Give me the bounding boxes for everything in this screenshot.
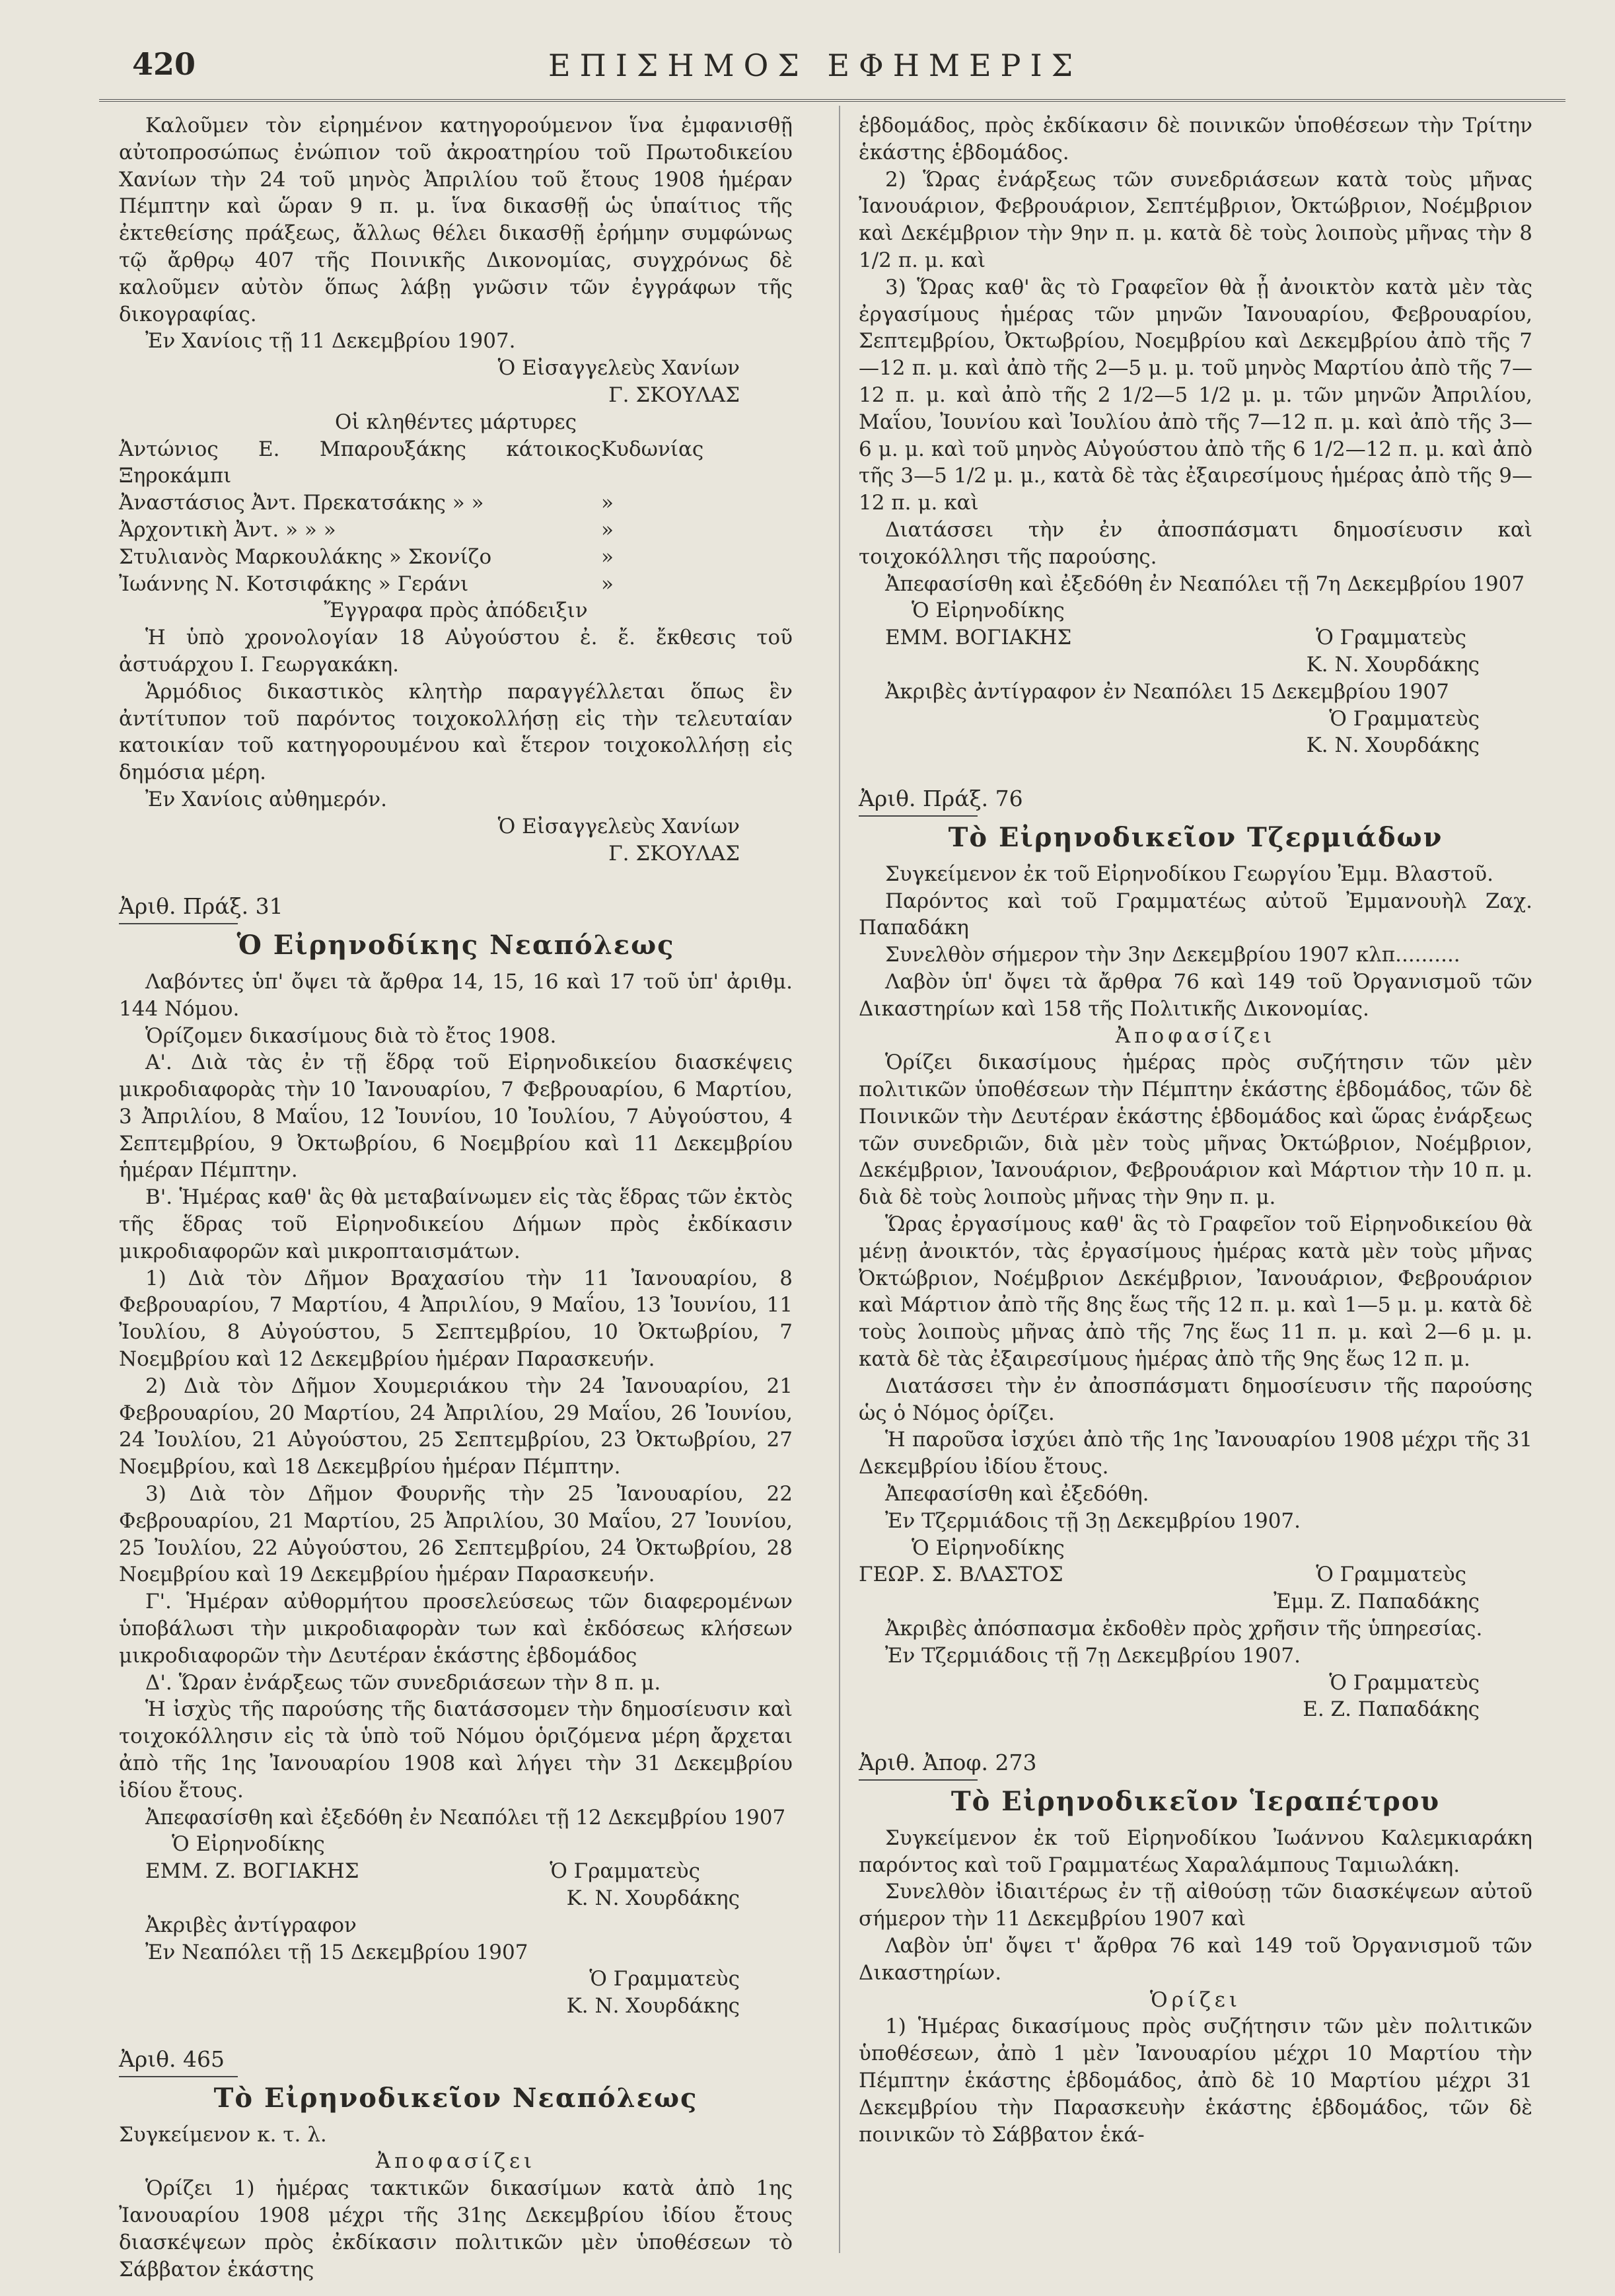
- divider-rule: [859, 815, 978, 817]
- true-copy: Ἀκριβὲς ἀντίγραφον ἐν Νεαπόλει 15 Δεκεμβρίου 1907: [885, 679, 1449, 704]
- judge-title: Ὁ Εἰρηνοδίκης: [172, 1832, 325, 1857]
- act-31-text: Δ'. Ὥραν ἐνάρξεως τῶν συνεδριάσεων τὴν 8 π. μ.: [145, 1670, 661, 1695]
- act-273-heading: Τὸ Εἰρηνοδικεῖον Ἱεραπέτρου: [951, 1786, 1441, 1818]
- hours-paragraph: 2) Ὥρας ἐνάρξεως τῶν συνεδριάσεων κατὰ τοὺς μῆνας Ἰανουάριον, Φεβρουάριον, Σεπτέμβριον, Ὀκτώβριον, Νοέμβριον καὶ Δεκέμβριον τὴν 9ην π. μ. κατὰ δὲ τοὺς λοιποὺς μῆνας τὴν 8 1/2 π. μ. καὶ: [859, 167, 1532, 272]
- secretary-name: Κ. Ν. Χουρδάκης: [1306, 652, 1480, 677]
- judge-name: ΓΕΩΡ. Σ. ΒΛΑΣΤΟΣ: [859, 1563, 1063, 1587]
- act-31-heading: Ὁ Εἰρηνοδίκης Νεαπόλεως: [236, 930, 675, 961]
- act-465-text: Συγκείμενον κ. τ. λ.: [119, 2122, 327, 2147]
- witness-row: Ἀρχοντικὴ Ἀντ. » » » »: [119, 517, 614, 542]
- page-number: 420: [132, 46, 196, 82]
- summons-paragraph: Καλοῦμεν τὸν εἰρημένον κατηγορούμενον ἵνα ἐμφανισθῇ αὐτοπροσώπως ἐνώπιον τοῦ ἀκροατηρίου τοῦ Πρωτοδικείου Χανίων τὴν 24 τοῦ μηνὸς Ἀπριλίου τοῦ ἔτους 1908 ἡμέραν Πέμπτην καὶ ὥραν 9 π. μ. ἵνα δικασθῇ ὡς ὑπαίτιος τῆς ἐκτεθείσης πράξεως, ἄλλως θέλει δικασθῇ ἐρήμην συμφώνως τῷ ἄρθρῳ 407 τῆς Ποινικῆς Δικονομίας, συγχρόνως δὲ καλοῦμεν αὐτὸν ὅπως λάβῃ γνῶσιν τῶν ἐγγράφων τῆς δικογραφίας.: [119, 114, 793, 326]
- act-76-text: Λαβὸν ὑπ' ὄψει τὰ ἄρθρα 76 καὶ 149 τοῦ Ὀργανισμοῦ τῶν Δικαστηρίων καὶ 158 τῆς Πολιτικῆς Δικονομίας.: [859, 969, 1532, 1021]
- act-76-date: Ἐν Τζερμιάδοις τῇ 3ῃ Δεκεμβρίου 1907.: [885, 1508, 1301, 1533]
- secretary-title: Ὁ Γραμματεὺς: [1329, 706, 1480, 731]
- judge-title: Ὁ Εἰρηνοδίκης: [912, 1536, 1065, 1560]
- secretary-title: Ὁ Γραμματεὺς: [1316, 626, 1466, 650]
- divider-rule: [119, 2076, 238, 2077]
- act-465-text: Ὁρίζει 1) ἡμέρας τακτικῶν δικασίμων κατὰ ἀπὸ 1ης Ἰανουαρίου 1908 μέχρι τῆς 31ης Δεκεμβρίου ἰδίου ἔτους διασκέψεων πρὸς ἐκδίκασιν πολιτικῶν μὲν ὑποθέσεων τὸ Σάββατον ἑκάστης: [119, 2176, 793, 2281]
- act-31-text: 1) Διὰ τὸν Δῆμον Βραχασίου τὴν 11 Ἰανουαρίου, 8 Φεβρουαρίου, 7 Μαρτίου, 4 Ἀπριλίου, 9 Μαΐου, 13 Ἰουνίου, 11 Ἰουλίου, 8 Αὐγούστου, 5 Σεπτεμβρίου, 10 Ὀκτωβρίου, 7 Νοεμβρίου καὶ 12 Δεκεμβρίου ἡμέραν Παρασκευήν.: [119, 1266, 793, 1372]
- page-header: [99, 40, 1565, 102]
- act-31-text: 3) Διὰ τὸν Δῆμον Φουρνῆς τὴν 25 Ἰανουαρίου, 22 Φεβρουαρίου, 21 Μαρτίου, 25 Ἀπριλίου, 30 Μαΐου, 27 Ἰουνίου, 25 Ἰουλίου, 22 Αὐγούστου, 26 Σεπτεμβρίου, 24 Ὀκτωβρίου, 28 Νοεμβρίου καὶ 19 Δεκεμβρίου ἡμέραν Παρασκευήν.: [119, 1482, 793, 1587]
- witness-row: Ἀναστάσιος Ἀντ. Πρεκατσάκης » » »: [119, 491, 614, 515]
- act-76-text: Ὥρας ἐργασίμους καθ' ἃς τὸ Γραφεῖον τοῦ Εἰρηνοδικείου θὰ μένῃ ἀνοικτόν, τὰς ἐργασίμους ἡμέρας κατὰ μὲν τοὺς μῆνας Ὀκτώβριον, Νοέμβριον Δεκέμβριον, Ἰανουάριον, Φεβρουάριον καὶ Μάρτιον ἀπὸ τῆς 8ης ἕως τῆς 12 π. μ. καὶ 1—5 μ. μ. κατὰ δὲ τοὺς λοιποὺς μῆνας ἀπὸ τῆς 7ης ἕως 11 π. μ. καὶ 2—6 μ. μ. κατὰ δὲ τὰς ἐξαιρεσίμους ἡμέρας ἀπὸ τῆς 9ης ἕως 12 π. μ.: [859, 1212, 1532, 1372]
- act-31-issued: Ἀπεφασίσθη καὶ ἐξεδόθη ἐν Νεαπόλει τῇ 12 Δεκεμβρίου 1907: [145, 1805, 786, 1830]
- continuation-text: ἑβδομάδος, πρὸς ἐκδίκασιν δὲ ποινικῶν ὑποθέσεων τὴν Τρίτην ἑκάστης ἑβδομάδος.: [859, 114, 1532, 165]
- act-76-heading: Τὸ Εἰρηνοδικεῖον Τζερμιάδων: [948, 821, 1443, 853]
- act-273-text: Συνελθὸν ἰδιαιτέρως ἐν τῇ αἰθούσῃ τῶν διασκέψεων αὐτοῦ σήμερον τὴν 11 Δεκεμβρίου 1907 καὶ: [859, 1880, 1532, 1931]
- act-76-number: Ἀριθ. Πράξ. 76: [859, 786, 1023, 812]
- secretary-name: Ε. Ζ. Παπαδάκης: [1303, 1697, 1480, 1722]
- evidence-paragraph: Ἡ ὑπὸ χρονολογίαν 18 Αὐγούστου ἐ. ἔ. ἔκθεσις τοῦ ἀστυάρχου Ι. Γεωργακάκη.: [119, 626, 793, 677]
- judge-name: ΕΜΜ. ΒΟΓΙΑΚΗΣ: [885, 626, 1072, 650]
- act-76-text: Ἡ παροῦσα ἰσχύει ἀπὸ τῆς 1ης Ἰανουαρίου 1908 μέχρι τῆς 31 Δεκεμβρίου ἰδίου ἔτους.: [859, 1428, 1532, 1479]
- act-31-text: Β'. Ἡμέρας καθ' ἃς θὰ μεταβαίνωμεν εἰς τὰς ἕδρας τῶν ἐκτὸς τῆς ἕδρας τοῦ Εἰρηνοδικείου Δήμων πρὸς ἐκδίκασιν μικροδιαφορῶν καὶ μικροπταισμάτων.: [119, 1185, 793, 1263]
- signature-row: [859, 1561, 1532, 1588]
- secretary-name: Κ. Ν. Χουρδάκης: [566, 1994, 740, 2018]
- secretary-title: Ὁ Γραμματεὺς: [1329, 1670, 1480, 1695]
- act-273-sets: Ὁρίζει: [1149, 1987, 1242, 2012]
- divider-rule: [859, 1779, 978, 1781]
- act-31-text: Ὁρίζομεν δικασίμους διὰ τὸ ἔτος 1908.: [145, 1023, 557, 1048]
- journal-title: ΕΠΙΣΗΜΟΣ ΕΦΗΜΕΡΙΣ: [548, 48, 1083, 83]
- secretary-title: Ὁ Γραμματεὺς: [1316, 1563, 1466, 1587]
- secretary-name: Κ. Ν. Χουρδάκης: [1306, 733, 1480, 758]
- bailiff-paragraph: Ἁρμόδιος δικαστικὸς κλητὴρ παραγγέλλεται ὅπως ἓν ἀντίτυπον τοῦ παρόντος τοιχοκολλήσῃ εἰς τὴν τελευταίαν κατοικίαν τοῦ κατηγορουμένου καὶ ἕτερον τοιχοκολλήσῃ εἰς δημόσια μέρη.: [119, 679, 793, 785]
- prosecutor-title-2: Ὁ Εἰσαγγελεὺς Χανίων: [497, 814, 740, 838]
- prosecutor-name: Γ. ΣΚΟΥΛΑΣ: [608, 383, 740, 407]
- right-column: [859, 112, 1532, 2148]
- copy-date: Ἐν Νεαπόλει τῇ 15 Δεκεμβρίου 1907: [145, 1940, 528, 1964]
- act-76-text: Συνελθὸν σήμερον τὴν 3ην Δεκεμβρίου 1907 κλπ..........: [885, 943, 1460, 967]
- act-31-text: Λαβόντες ὑπ' ὄψει τὰ ἄρθρα 14, 15, 16 καὶ 17 τοῦ ὑπ' ἀριθμ. 144 Νόμου.: [119, 969, 793, 1021]
- column-divider: [839, 106, 840, 2253]
- extract-date: Ἐν Τζερμιάδοις τῇ 7ῃ Δεκεμβρίου 1907.: [885, 1643, 1301, 1668]
- documents-title: Ἔγγραφα πρὸς ἀπόδειξιν: [324, 599, 588, 623]
- secretary-name: Ἐμμ. Ζ. Παπαδάκης: [1274, 1590, 1480, 1614]
- newspaper-page: [99, 40, 1565, 2281]
- act-31-text: 2) Διὰ τὸν Δῆμον Χουμεριάκου τὴν 24 Ἰανουαρίου, 21 Φεβρουαρίου, 20 Μαρτίου, 24 Ἀπριλίου, 29 Μαΐου, 26 Ἰουνίου, 24 Ἰουλίου, 21 Αὐγούστου, 25 Σεπτεμβρίου, 23 Ὀκτωβρίου, 27 Νοεμβρίου, καὶ 18 Δεκεμβρίου ἡμέραν Πέμπτην.: [119, 1374, 793, 1479]
- act-273-text: Λαβὸν ὑπ' ὄψει τ' ἄρθρα 76 καὶ 149 τοῦ Ὀργανισμοῦ τῶν Δικαστηρίων.: [859, 1934, 1532, 1985]
- judge-name: ΕΜΜ. Ζ. ΒΟΓΙΑΚΗΣ: [145, 1859, 359, 1884]
- act-31-text: Ἡ ἰσχὺς τῆς παρούσης τῆς διατάσσομεν τὴν δημοσίευσιν καὶ τοιχοκόλλησιν εἰς τὰ ὑπὸ τοῦ Νόμου ὁριζόμενα μέρη ἄρχεται ἀπὸ τῆς 1ης Ἰανουαρίου 1908 καὶ λήγει τὴν 31 Δεκεμβρίου ἰδίου ἔτους.: [119, 1697, 793, 1802]
- act-76-text: Παρόντος καὶ τοῦ Γραμματέως αὐτοῦ Ἐμμανουὴλ Ζαχ. Παπαδάκη: [859, 889, 1532, 940]
- divider-rule: [119, 923, 238, 924]
- publication-order: Διατάσσει τὴν ἐν ἀποσπάσματι δημοσίευσιν καὶ τοιχοκόλλησι τῆς παρούσης.: [859, 517, 1532, 569]
- signature-row: [119, 1858, 793, 1885]
- secretary-name: Κ. Ν. Χουρδάκης: [566, 1886, 740, 1910]
- secretary-title: Ὁ Γραμματεὺς: [550, 1859, 700, 1884]
- left-column: [119, 112, 793, 2283]
- act-31-text: Α'. Διὰ τὰς ἐν τῇ ἕδρᾳ τοῦ Εἰρηνοδικείου διασκέψεις μικροδιαφορὰς τὴν 10 Ἰανουαρίου, 7 Φεβρουαρίου, 6 Μαρτίου, 3 Ἀπριλίου, 8 Μαΐου, 12 Ἰουνίου, 10 Ἰουλίου, 7 Αὐγούστου, 4 Σεπτεμβρίου, 9 Ὀκτωβρίου, 6 Νοεμβρίου καὶ 11 Δεκεμβρίου ἡμέραν Πέμπτην.: [119, 1051, 793, 1183]
- act-76-decides: Ἀποφασίζει: [1115, 1023, 1276, 1048]
- issued-line: Ἀπεφασίσθη καὶ ἐξεδόθη ἐν Νεαπόλει τῇ 7η Δεκεμβρίου 1907: [885, 572, 1525, 596]
- prosecutor-name-2: Γ. ΣΚΟΥΛΑΣ: [608, 841, 740, 866]
- act-273-number: Ἀριθ. Ἀποφ. 273: [859, 1750, 1037, 1776]
- act-273-text: 1) Ἡμέρας δικασίμους πρὸς συζήτησιν τῶν μὲν πολιτικῶν ὑποθέσεων, ἀπὸ 1 μὲν Ἰανουαρίου μέχρι 10 Μαρτίου τὴν Πέμπτην ἑκάστης ἑβδομάδος, ἀπὸ δὲ 10 Μαρτίου μέχρι 31 Δεκεμβρίου τὴν Παρασκευὴν ἑκάστης ἑβδομάδος, τῶν δὲ ποινικῶν τὸ Σάββατον ἑκά-: [859, 2015, 1532, 2147]
- witness-row: Ἰωάννης Ν. Κοτσιφάκης » Γεράνι »: [119, 572, 614, 596]
- act-31-number: Ἀριθ. Πράξ. 31: [119, 893, 283, 920]
- act-273-text: Συγκείμενον ἐκ τοῦ Εἰρηνοδίκου Ἰωάννου Καλεμκιαράκη παρόντος καὶ τοῦ Γραμματέως Χαραλάμπους Ταμιωλάκη.: [859, 1826, 1532, 1877]
- summons-date: Ἐν Χανίοις τῇ 11 Δεκεμβρίου 1907.: [145, 329, 516, 353]
- office-hours-paragraph: 3) Ὥρας καθ' ἃς τὸ Γραφεῖον θὰ ᾖ ἀνοικτὸν κατὰ μὲν τὰς ἐργασίμους ἡμέρας τῶν μηνῶν Ἰανουαρίου, Φεβρουαρίου, Σεπτεμβρίου, Ὀκτωβρίου, Νοεμβρίου καὶ Δεκεμβρίου ἀπὸ τῆς 7—12 π. μ. καὶ ἀπὸ τῆς 2—5 μ. μ. τοῦ μηνὸς Μαρτίου ἀπὸ τῆς 7—12 π. μ. καὶ ἀπὸ τῆς 2 1/2—5 1/2 μ. μ. τῶν μηνῶν Ἀπριλίου, Μαΐου, Ἰουνίου καὶ Ἰουλίου ἀπὸ τῆς 7—12 π. μ. καὶ ἀπὸ τῆς 3—6 μ. μ. καὶ τοῦ μηνὸς Αὐγούστου ἀπὸ τῆς 6 1/2—12 π. μ. καὶ ἀπὸ τῆς 3—5 1/2 μ. μ., κατὰ δὲ τὰς ἐξαιρεσίμους ἡμέρας ἀπὸ τῆς 9—12 π. μ. καὶ: [859, 275, 1532, 515]
- witness-row: Στυλιανὸς Μαρκουλάκης » Σκονίζο »: [119, 544, 614, 569]
- act-465-number: Ἀριθ. 465: [119, 2046, 225, 2072]
- act-76-text: Συγκείμενον ἐκ τοῦ Εἰρηνοδίκου Γεωργίου Ἐμμ. Βλαστοῦ.: [885, 862, 1493, 886]
- witness-row: Ἀντώνιος Ε. Μπαρουξάκης κάτοικος Ξηροκάμπι Κυδωνίας: [119, 437, 704, 488]
- judge-title: Ὁ Εἰρηνοδίκης: [912, 599, 1065, 623]
- prosecutor-title: Ὁ Εἰσαγγελεὺς Χανίων: [497, 356, 740, 381]
- true-copy: Ἀκριβὲς ἀντίγραφον: [145, 1913, 357, 1937]
- true-extract: Ἀκριβὲς ἀπόσπασμα ἐκδοθὲν πρὸς χρῆσιν τῆς ὑπηρεσίας.: [885, 1617, 1483, 1641]
- act-465-decides: Ἀποφασίζει: [375, 2149, 536, 2174]
- same-day-date: Ἐν Χανίοις αὐθημερόν.: [145, 787, 387, 811]
- signature-row: [859, 624, 1532, 651]
- act-76-text: Ὁρίζει δικασίμους ἡμέρας πρὸς συζήτησιν τῶν μὲν πολιτικῶν ὑποθέσεων τὴν Πέμπτην ἑκάστης ἑβδομάδος, τῶν δὲ Ποινικῶν τὴν Δευτέραν ἑκάστης ἑβδομάδος καὶ ὥρας ἐνάρξεως τῶν συνεδριῶν, διὰ μὲν τοὺς μῆνας Ὀκτώβριον, Νοέμβριον, Δεκέμβριον, Ἰανουάριον, Φεβρουάριον καὶ Μάρτιον τὴν 10 π. μ. διὰ δὲ τοὺς λοιποὺς μῆνας τὴν 9ην π. μ.: [859, 1051, 1532, 1210]
- act-76-text: Ἀπεφασίσθη καὶ ἐξεδόθη.: [885, 1482, 1149, 1506]
- act-465-heading: Τὸ Εἰρηνοδικεῖον Νεαπόλεως: [213, 2082, 698, 2114]
- witnesses-title: Οἱ κληθέντες μάρτυρες: [335, 410, 577, 434]
- act-76-text: Διατάσσει τὴν ἐν ἀποσπάσματι δημοσίευσιν τῆς παρούσης ὡς ὁ Νόμος ὁρίζει.: [859, 1374, 1532, 1425]
- act-31-text: Γ'. Ἡμέραν αὐθορμήτου προσελεύσεως τῶν διαφερομένων ὑποβάλωσι τὴν μικροδιαφορὰν των καὶ ἐκδόσεως κλήσεων μικροδιαφορῶν τὴν Δευτέραν ἑκάστης ἑβδομάδος: [119, 1590, 793, 1668]
- secretary-title: Ὁ Γραμματεὺς: [589, 1967, 740, 1991]
